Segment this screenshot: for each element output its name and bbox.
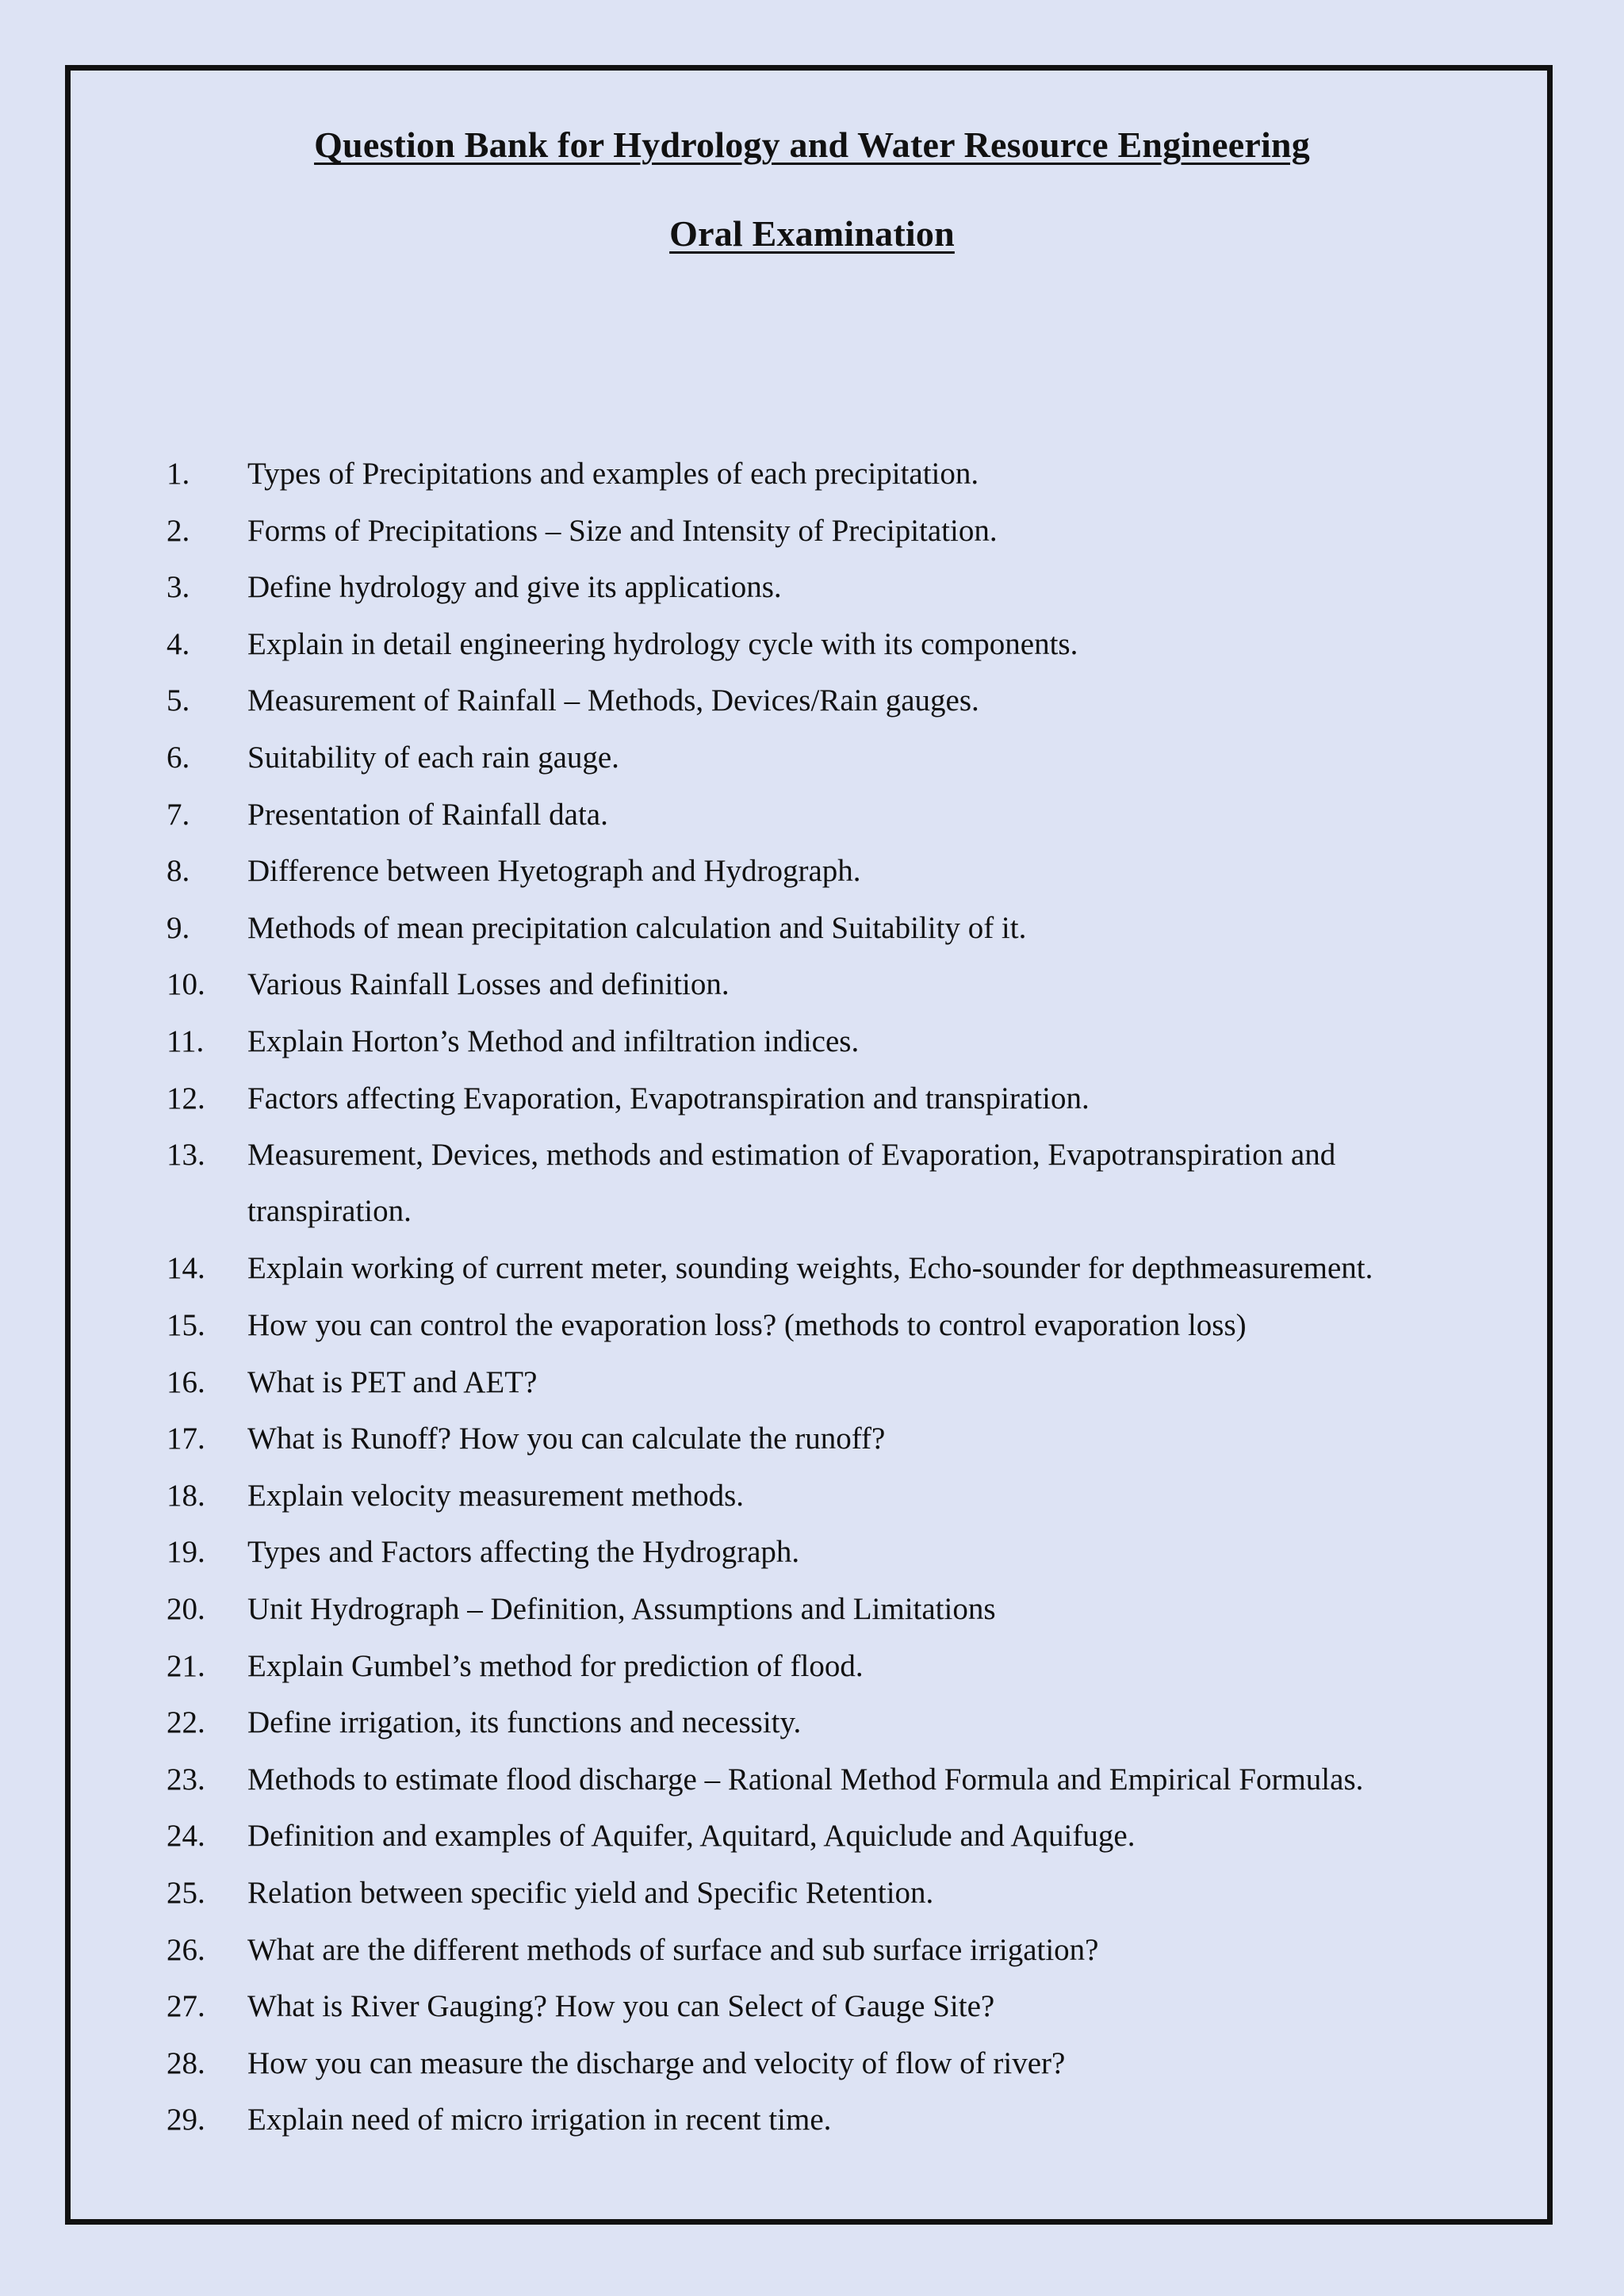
question-number: 19. [167,1535,205,1570]
question-text: Factors affecting Evaporation, Evapotranspiration and transpiration. [247,1081,1090,1115]
question-text: Presentation of Rainfall data. [247,797,608,832]
question-number: 12. [167,1081,205,1115]
document-subtitle: Oral Examination [669,213,955,254]
question-text: Unit Hydrograph – Definition, Assumptions and Limitations [247,1592,996,1626]
question-number: 20. [167,1592,205,1626]
question-number: 18. [167,1478,205,1513]
question-text: Suitability of each rain gauge. [247,740,619,775]
question-number: 29. [167,2103,205,2137]
question-text: Explain Gumbel’s method for prediction of flood. [247,1648,864,1683]
question-text: Difference between Hyetograph and Hydrograph. [247,854,861,889]
question-text: Definition and examples of Aquifer, Aquitard, Aquiclude and Aquifuge. [247,1819,1136,1854]
question-number: 26. [167,1932,205,1967]
question-text: Measurement of Rainfall – Methods, Devices/Rain gauges. [247,683,979,718]
document-title: Question Bank for Hydrology and Water Resource Engineering [314,124,1310,165]
question-number: 6. [167,740,190,775]
question-text: What are the different methods of surface and sub surface irrigation? [247,1932,1099,1967]
question-text: Methods to estimate flood discharge – Rational Method Formula and Empirical Formulas. [247,1762,1364,1797]
question-number: 16. [167,1364,205,1399]
question-number: 17. [167,1422,205,1456]
question-number: 27. [167,1989,205,2024]
question-text: What is Runoff? How you can calculate the runoff? [247,1422,886,1456]
question-text: How you can control the evaporation loss? (methods to control evaporation loss) [247,1308,1247,1342]
question-number: 1. [167,457,190,491]
question-number: 9. [167,910,190,945]
question-number: 13. [167,1138,205,1173]
question-number: 4. [167,626,190,661]
question-text: Relation between specific yield and Specific Retention. [247,1876,934,1910]
question-number: 10. [167,967,205,1002]
question-text: What is River Gauging? How you can Select of Gauge Site? [247,1989,995,2024]
question-text: Explain in detail engineering hydrology cycle with its components. [247,626,1078,661]
question-number: 21. [167,1648,205,1683]
question-text: What is PET and AET? [247,1364,538,1399]
question-number: 23. [167,1762,205,1797]
question-text: Explain need of micro irrigation in recent time. [247,2103,832,2137]
question-text: Define hydrology and give its applications. [247,570,782,605]
question-text: Explain velocity measurement methods. [247,1478,744,1513]
question-number: 3. [167,570,190,605]
question-number: 25. [167,1876,205,1910]
question-text: Forms of Precipitations – Size and Intensity of Precipitation. [247,513,998,548]
question-text: Define irrigation, its functions and necessity. [247,1705,802,1740]
question-number: 28. [167,2045,205,2080]
question-number: 5. [167,683,190,718]
question-text: How you can measure the discharge and velocity of flow of river? [247,2045,1066,2080]
question-number: 8. [167,854,190,889]
question-text: Explain Horton’s Method and infiltration indices. [247,1024,860,1058]
question-text: Methods of mean precipitation calculation and Suitability of it. [247,910,1027,945]
question-number: 7. [167,797,190,832]
question-text: Types of Precipitations and examples of each precipitation. [247,457,979,491]
question-number: 24. [167,1819,205,1854]
question-number: 15. [167,1308,205,1342]
question-number: 22. [167,1705,205,1740]
question-number: 11. [167,1024,205,1058]
question-text: Measurement, Devices, methods and estimation of Evaporation, Evapotranspiration and transpiration. [247,1138,1336,1229]
question-text: Explain working of current meter, sounding weights, Echo-sounder for depthmeasurement. [247,1251,1373,1286]
question-number: 2. [167,513,190,548]
question-number: 14. [167,1251,205,1286]
question-text: Types and Factors affecting the Hydrograph. [247,1535,800,1570]
question-text: Various Rainfall Losses and definition. [247,967,730,1002]
